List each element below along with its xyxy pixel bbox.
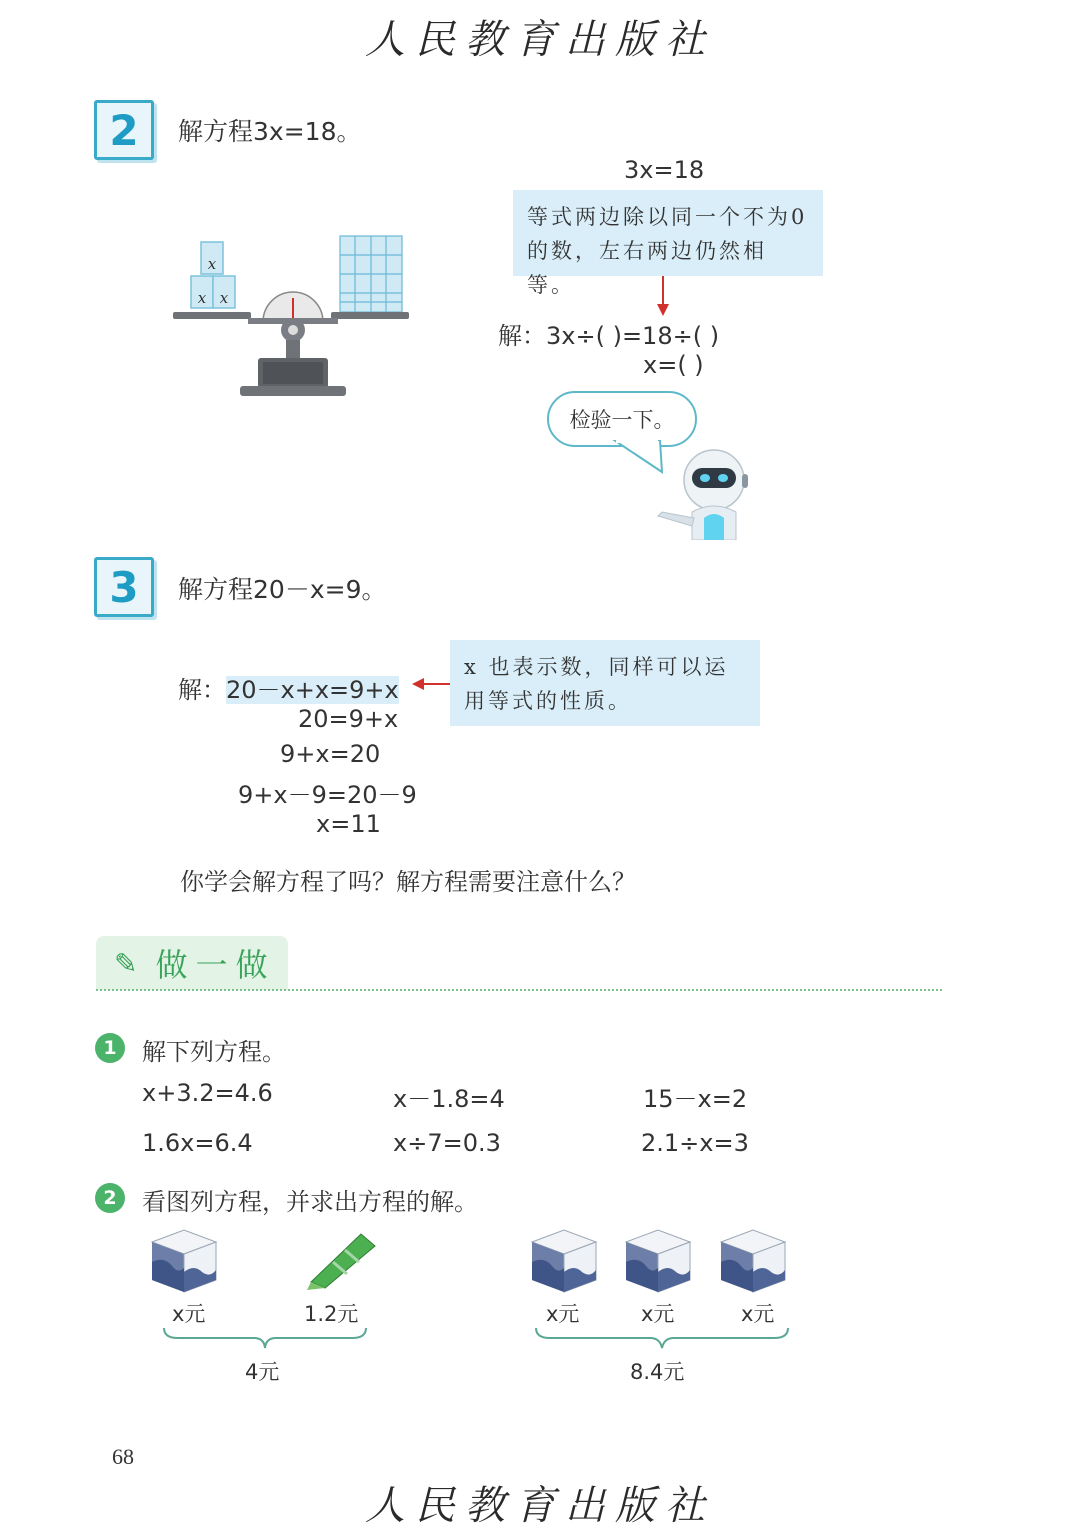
q1-equation: x÷7=0.3 (393, 1129, 501, 1157)
example3-question: 你学会解方程了吗？解方程需要注意什么？ (180, 868, 636, 896)
example3-title-prefix: 解方程 (178, 575, 254, 604)
milk-box-icon (150, 1228, 218, 1294)
example3-title-end: 。 (361, 575, 387, 604)
example3-tip-box: x 也表示数，同样可以运用等式的性质。 (450, 640, 760, 726)
example-badge-3: 3 (94, 557, 154, 617)
example-badge-2: 2 (94, 100, 154, 160)
solution-label: 解： (178, 676, 226, 704)
page-number: 68 (112, 1444, 134, 1469)
practice-section-tab (96, 936, 288, 990)
solution-label: 解： (498, 322, 546, 350)
example3-step3: 9+x=20 (280, 740, 381, 768)
practice-title: 做一做 (155, 946, 276, 984)
pencil-icon: ✎ (114, 946, 146, 980)
question-number-1: 1 (95, 1033, 125, 1063)
item-price: x元 (741, 1302, 775, 1326)
group2-total: 8.4元 (630, 1360, 685, 1384)
example2-title-end: 。 (336, 117, 362, 146)
publisher-watermark-top: 人民教育出版社 (365, 17, 715, 63)
example2-tip-box: 等式两边除以同一个不为0的数，左右两边仍然相等。 (513, 190, 823, 276)
item-price: 1.2元 (304, 1302, 359, 1326)
publisher-watermark-bottom: 人民教育出版社 (365, 1483, 715, 1529)
right-unit-blocks (340, 236, 402, 312)
example3-step5: x=11 (316, 810, 381, 838)
example2-solution-line2: x=( ) (643, 351, 704, 379)
q1-equation: x+3.2=4.6 (142, 1079, 273, 1107)
robot-speech-bubble: 检验一下。 (547, 391, 697, 447)
solution-step: 20－x+x=9+x (226, 676, 399, 704)
q2-instruction: 看图列方程，并求出方程的解。 (142, 1188, 478, 1216)
crayon-icon (305, 1228, 379, 1290)
question-number-2: 2 (95, 1183, 125, 1213)
left-cube-label: x (197, 289, 207, 307)
robot-icon (652, 440, 752, 540)
example3-step4: 9+x－9=20－9 (238, 781, 417, 809)
example3-title (178, 570, 387, 606)
q1-instruction: 解下列方程。 (142, 1038, 286, 1066)
milk-box-icon (719, 1228, 787, 1294)
example2-title-prefix: 解方程 (178, 117, 254, 146)
example2-title-equation: 3x=18 (253, 117, 337, 146)
example2-title (178, 112, 362, 148)
q1-equation: 1.6x=6.4 (142, 1129, 253, 1157)
brace-group2 (534, 1326, 790, 1350)
item-price: x元 (546, 1302, 580, 1326)
brace-group1 (162, 1326, 368, 1350)
item-price: x元 (641, 1302, 675, 1326)
q1-equation: 15－x=2 (643, 1085, 748, 1113)
down-arrow-icon (655, 276, 671, 318)
balance-scale-illustration (168, 230, 418, 410)
q1-equation: 2.1÷x=3 (641, 1129, 749, 1157)
example3-step2: 20=9+x (298, 705, 399, 733)
q1-equation: x－1.8=4 (393, 1085, 505, 1113)
item-price: x元 (172, 1302, 206, 1326)
example2-top-equation: 3x=18 (624, 156, 705, 184)
practice-divider (96, 989, 942, 991)
example2-solution-line1 (498, 316, 719, 351)
left-cube-label: x (207, 255, 217, 273)
example3-title-equation: 20－x=9 (253, 575, 362, 604)
milk-box-icon (624, 1228, 692, 1294)
left-cube-label: x (219, 289, 229, 307)
milk-box-icon (530, 1228, 598, 1294)
group1-total: 4元 (245, 1360, 280, 1384)
solution-step: 3x÷( )=18÷( ) (546, 322, 720, 350)
example3-step1 (178, 670, 399, 705)
left-arrow-icon (410, 676, 452, 692)
